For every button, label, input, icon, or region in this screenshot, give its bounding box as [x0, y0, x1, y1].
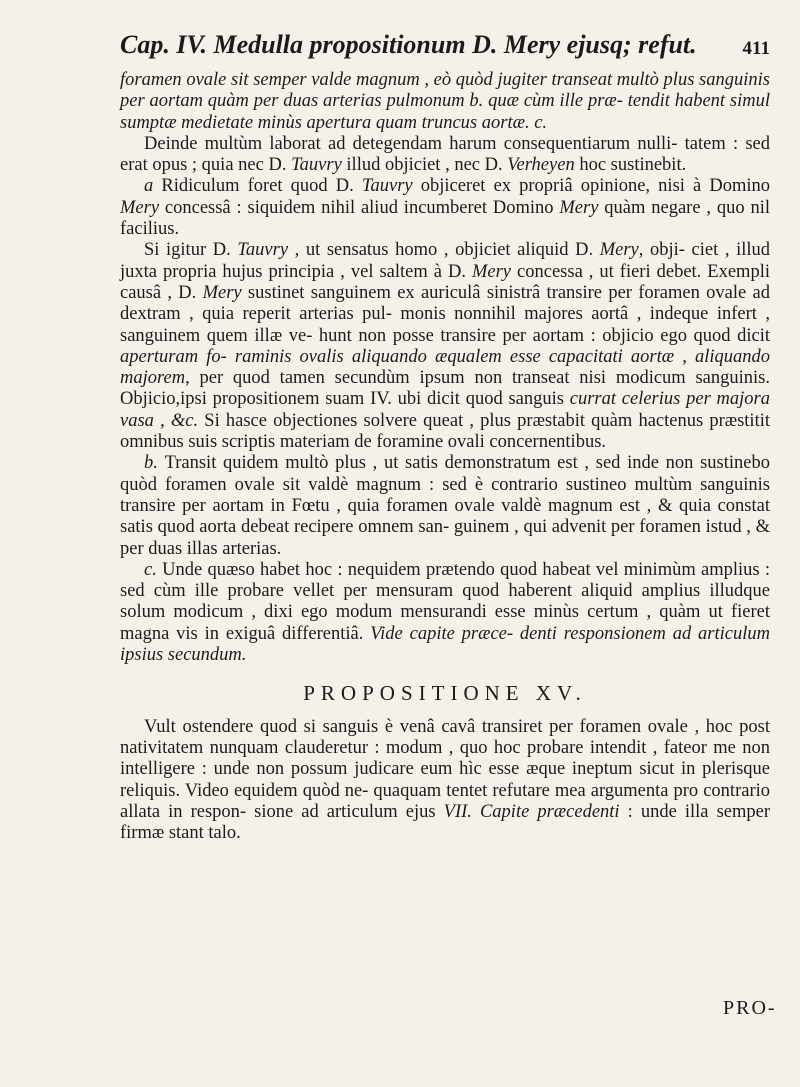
italic-text-segment: Mery — [599, 240, 639, 261]
text-segment: Vult ostendere quod si sanguis è venâ cavâ transiret per foramen ovale , hoc post nativitatem nunquam clauderetur : modum , quo hoc probare intendit , fateor me non intelligere : unde non possum judicare eum hìc esse æque ineptum sicut in plerisque reliquis. Video equidem quòd ne- quaquam tentet refutare mea argumenta pro contrario allata in respon- sione ad articulum ejus — [120, 716, 770, 822]
italic-text-segment: currat celerius per majora vasa , &c. — [120, 389, 770, 431]
catchword: PRO- — [723, 997, 777, 1019]
paragraph — [120, 560, 770, 666]
text-segment: Transit quidem multò plus , ut satis demonstratum est , sed inde non sustinebo quòd foramen ovale sit valdè magnum : sed è contrario sustineo multùm sanguinis transire per aortam in Fœtu , quia foramen ovale valdè magnum est , & quia constat satis quod aorta debeat recipere omnem san- guinem , qui advenit per foramen istud , & per duas illas arterias. — [120, 453, 771, 559]
page-number: 411 — [742, 38, 770, 59]
text-segment: Deinde multùm laborat ad detegendam harum consequentiarum nulli- tatem : sed erat opus ; quia nec D. — [120, 133, 770, 176]
italic-text-segment: Tauvry — [291, 155, 342, 176]
text-body — [120, 70, 770, 844]
italic-text-segment: Vide capite præce- denti responsionem ad articulum ipsius secundum. — [120, 623, 771, 666]
text-segment: concessa , ut fieri debet. Exempli causâ , D. — [120, 261, 770, 303]
text-segment: quàm negare , quo nil facilius. — [120, 197, 770, 240]
text-segment: , per quod tamen secundùm ipsum non transeat nisi modicum sanguinis. Objicio,ipsi propositionem suam IV. ubi dicit quod sanguis — [120, 368, 770, 410]
running-head-title: Cap. IV. Medulla propositionum D. Mery ejusq; refut. — [120, 30, 697, 59]
italic-text-segment: Tauvry — [361, 176, 413, 197]
paragraphs-after-heading — [120, 717, 770, 845]
italic-text-segment: Verheyen — [507, 155, 575, 176]
paragraph — [120, 176, 770, 240]
section-heading: PROPOSITIONE XV. — [303, 681, 587, 706]
italic-text-segment: Mery — [120, 197, 160, 218]
italic-text-segment: c. — [144, 559, 163, 580]
paragraph — [120, 70, 770, 134]
text-segment: concessâ : siquidem nihil aliud incumberet Domino — [159, 197, 560, 218]
text-segment: objiceret ex propriâ opinione, nisi à Domino — [412, 176, 771, 197]
text-segment: Si igitur D. — [144, 240, 238, 261]
text-segment: : unde illa semper firmæ stant talo. — [120, 801, 771, 844]
italic-text-segment: b. — [144, 453, 165, 474]
running-header — [120, 30, 770, 72]
text-segment: , obji- ciet , illud juxta propria hujus principia , vel saltem à D. — [120, 240, 770, 282]
text-segment: , ut sensatus homo , objiciet aliquid D. — [288, 240, 600, 261]
italic-text-segment: aperturam fo- raminis ovalis aliquando æqualem esse capacitati aortæ , aliquando majorem — [120, 346, 770, 389]
italic-text-segment: Mery — [559, 197, 599, 218]
text-segment: hoc sustinebit. — [574, 155, 687, 176]
text-segment: Unde quæso habet hoc : nequidem prætendo quod habeat vel minimùm amplius : sed cùm ille probare vellet per mensuram quod haberent aliquid amplius illudque solum modicum , dixi ego modum mensurandi esse minùs certum , quàm ut fieret magna vis in exiguâ differentiâ. — [120, 559, 770, 644]
paragraph — [120, 240, 770, 453]
text-segment: illud objiciet , nec D. — [341, 155, 508, 176]
text-segment: Ridiculum foret quod D. — [161, 176, 362, 197]
text-segment: sustinet sanguinem ex auriculâ sinistrâ transire per foramen ovale ad dextram , quia reperit arterias pul- monis nonnihil majores aortâ , indeque infert , sanguinem quem illæ ve- hunt non posse transire per aortam : objicio ego quod dicit — [120, 282, 770, 346]
italic-text-segment: foramen ovale sit semper valde magnum , eò quòd jugiter transeat multò plus sanguinis per aortam quàm per duas arterias pulmonum b. quæ cùm ille præ- tendit habent simul sumptæ medietate minùs apertura quam truncus aortæ. c. — [120, 70, 770, 133]
italic-text-segment: a — [144, 176, 162, 197]
italic-text-segment: Tauvry — [237, 240, 289, 261]
paragraphs-before-heading — [120, 70, 770, 666]
text-segment: Si hasce objectiones solvere queat , plus præstabit quàm hactenus præstitit omnibus suis scriptis materiam de foramine ovali concernentibus. — [120, 410, 770, 453]
italic-text-segment: Mery — [471, 261, 512, 282]
italic-text-segment: VII. Capite præcedenti — [443, 801, 620, 822]
paragraph — [120, 134, 770, 177]
paragraph — [120, 453, 770, 559]
italic-text-segment: Mery — [202, 282, 242, 303]
paragraph — [120, 717, 770, 845]
